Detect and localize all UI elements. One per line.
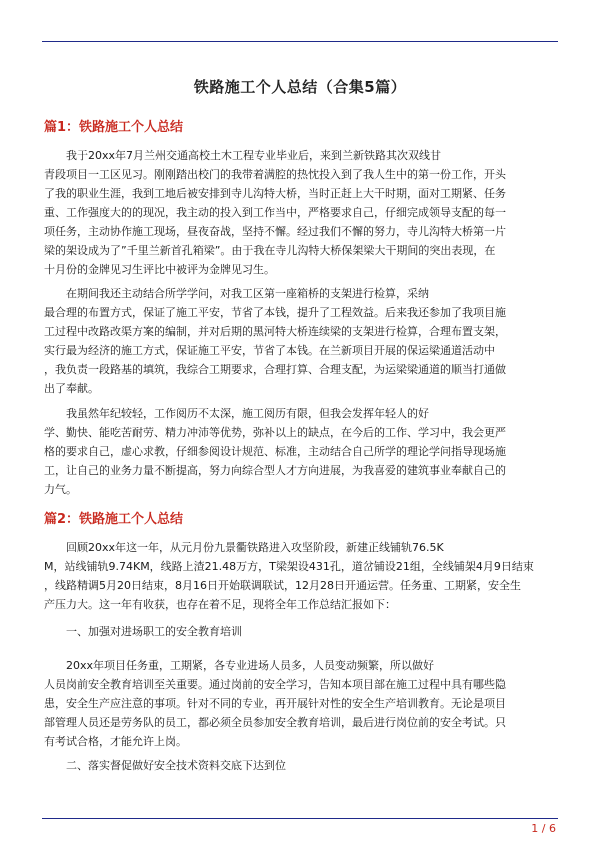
subheading-1: 一、加强对进场职工的安全教育培训 <box>66 625 242 638</box>
paragraph-line: ，线路精调5月20日结束，8月16日开始联调联试，12月28日开通运营。任务重、工期紧，安全生 <box>44 579 521 592</box>
paragraph-line: 人员岗前安全教育培训至关重要。通过岗前的安全学习，告知本项目部在施工过程中具有哪些隐 <box>44 678 506 691</box>
paragraph-line: 20xx年项目任务重，工期紧，各专业进场人员多，人员变动频繁，所以做好 <box>66 659 435 672</box>
paragraph-line: 工，让自己的业务力量不断提高，努力向综合型人才方向进展，为我喜爱的建筑事业奉献自己的 <box>44 464 506 477</box>
paragraph-line: 力气。 <box>44 483 77 496</box>
section-heading-1: 篇1：铁路施工个人总结 <box>44 120 184 135</box>
paragraph-line: 实行最为经济的施工方式，保证施工平安，节省了本钱。在兰新项目开展的保运梁通道活动中 <box>44 344 495 357</box>
paragraph-4 <box>44 538 556 614</box>
paragraph-2 <box>44 284 556 398</box>
page-number: 1 / 6 <box>531 822 556 835</box>
paragraph-line: 最合理的布置方式，保证了施工平安，节省了本钱，提升了工程效益。后来我还参加了我项目施 <box>44 306 506 319</box>
paragraph-line: 有考试合格，才能允许上岗。 <box>44 735 187 748</box>
section-heading-2: 篇2：铁路施工个人总结 <box>44 512 184 527</box>
paragraph-line: 工过程中改路改渠方案的编制，并对后期的黑河特大桥连续梁的支架进行检算，合理布置支架， <box>44 325 506 338</box>
paragraph-line: 十月份的金牌见习生评比中被评为金牌见习生。 <box>44 263 275 276</box>
paragraph-line: 出了奉献。 <box>44 382 99 395</box>
paragraph-line: 我于20xx年7月兰州交通高校土木工程专业毕业后，来到兰新铁路其次双线甘 <box>66 149 442 162</box>
paragraph-line: 部管理人员还是劳务队的员工，都必须全员参加安全教育培训，最后进行岗位前的安全考试。只 <box>44 716 506 729</box>
paragraph-line: 重、工作强度大的的现况，我主动的投入到工作当中，严格要求自己，仔细完成领导支配的每一 <box>44 206 506 219</box>
document-title: 铁路施工个人总结（合集5篇） <box>193 78 407 96</box>
paragraph-line: 回顾20xx年这一年，从元月份九景衢铁路进入攻坚阶段，新建正线铺轨76.5K <box>66 541 444 554</box>
paragraph-3 <box>44 404 556 499</box>
paragraph-line: ，我负责一段路基的填筑，我综合工期要求，合理打算、合理支配，为运梁梁通道的顺当打通做 <box>44 363 506 376</box>
paragraph-5 <box>44 656 556 751</box>
paragraph-line: M，站线铺轨9.74KM，线路上渣21.48万方，T梁架设431孔，道岔铺设21组，全线铺架4月9日结束 <box>44 560 534 573</box>
paragraph-line: 我虽然年纪较轻，工作阅历不太深，施工阅历有限，但我会发挥年轻人的好 <box>66 407 429 420</box>
paragraph-line: 梁的架设成为了”千里兰新首孔箱梁”。由于我在寺儿沟特大桥保架梁大干期间的突出表现，在 <box>44 244 496 257</box>
header-rule <box>42 41 558 42</box>
paragraph-line: 患，安全生产应注意的事项。针对不同的专业，再开展针对性的安全生产培训教育。无论是项目 <box>44 697 506 710</box>
paragraph-line: 产压力大。这一年有收获，也存在着不足，现将全年工作总结汇报如下： <box>44 598 396 611</box>
paragraph-line: 项任务，主动协作施工现场，昼夜奋战，坚持不懈。经过我们不懈的努力，寺儿沟特大桥第一片 <box>44 225 506 238</box>
paragraph-1 <box>44 146 556 279</box>
paragraph-line: 青段项目一工区见习。刚刚踏出校门的我带着满腔的热忱投入到了我人生中的第一份工作，开头 <box>44 168 506 181</box>
paragraph-line: 格的要求自己，虚心求教，仔细参阅设计规范、标准，主动结合自己所学的理论学问指导现场施 <box>44 445 506 458</box>
paragraph-line: 学、勤快、能吃苦耐劳、精力冲沛等优势，弥补以上的缺点，在今后的工作、学习中，我会更严 <box>44 426 506 439</box>
paragraph-line: 在期间我还主动结合所学学问，对我工区第一座箱桥的支架进行检算，采纳 <box>66 287 429 300</box>
paragraph-line: 了我的职业生涯，我到工地后被安排到寺儿沟特大桥，当时正赶上大干时期，面对工期紧、任务 <box>44 187 506 200</box>
footer-rule <box>42 818 558 819</box>
subheading-2: 二、落实督促做好安全技术资料交底下达到位 <box>66 759 286 772</box>
